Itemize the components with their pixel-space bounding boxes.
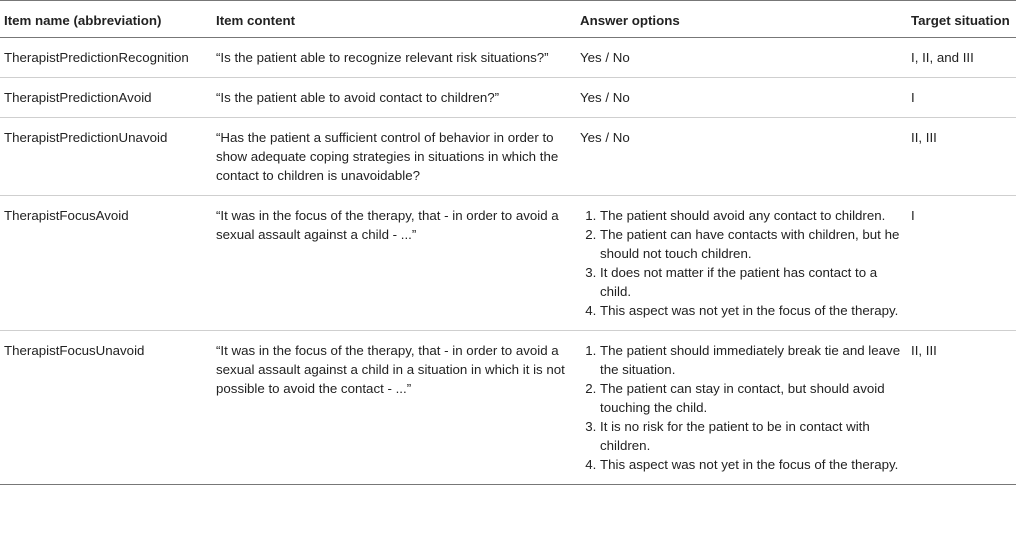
header-item-content: Item content xyxy=(212,1,576,38)
target-situation-cell: II, III xyxy=(907,118,1016,196)
answer-options-list xyxy=(580,206,903,320)
answer-options-cell xyxy=(576,196,907,331)
item-content-cell: “It was in the focus of the therapy, that - in order to avoid a sexual assault against a child in a situation in which it is not possible to avoid the contact - ...” xyxy=(212,331,576,485)
table-row xyxy=(0,118,1016,196)
answer-option: 4. This aspect was not yet in the focus of the therapy. xyxy=(600,455,903,474)
answer-option: 2. The patient can have contacts with children, but he should not touch children. xyxy=(600,225,903,263)
header-item-name: Item name (abbreviation) xyxy=(0,1,212,38)
item-content-cell: “Is the patient able to recognize relevant risk situations?” xyxy=(212,38,576,78)
table-row xyxy=(0,78,1016,118)
answer-option: 2. The patient can stay in contact, but should avoid touching the child. xyxy=(600,379,903,417)
item-name-cell: TherapistPredictionRecognition xyxy=(0,38,212,78)
answer-options-cell: Yes / No xyxy=(576,38,907,78)
answer-options-cell: Yes / No xyxy=(576,78,907,118)
item-content-cell: “It was in the focus of the therapy, that - in order to avoid a sexual assault against a child - ...” xyxy=(212,196,576,331)
answer-options-list xyxy=(580,341,903,474)
header-row xyxy=(0,1,1016,38)
item-name-cell: TherapistPredictionAvoid xyxy=(0,78,212,118)
table-header xyxy=(0,1,1016,38)
target-situation-cell: I, II, and III xyxy=(907,38,1016,78)
item-name-cell: TherapistPredictionUnavoid xyxy=(0,118,212,196)
item-name-cell: TherapistFocusAvoid xyxy=(0,196,212,331)
table-row xyxy=(0,331,1016,485)
answer-option: 3. It is no risk for the patient to be in contact with children. xyxy=(600,417,903,455)
table-row xyxy=(0,196,1016,331)
target-situation-cell: I xyxy=(907,78,1016,118)
item-content-cell: “Has the patient a sufficient control of behavior in order to show adequate coping strategies in situations in which the contact to children is unavoidable? xyxy=(212,118,576,196)
answer-option: 4. This aspect was not yet in the focus of the therapy. xyxy=(600,301,903,320)
table-row xyxy=(0,38,1016,78)
answer-option: 1. The patient should immediately break tie and leave the situation. xyxy=(600,341,903,379)
item-name-cell: TherapistFocusUnavoid xyxy=(0,331,212,485)
target-situation-cell: II, III xyxy=(907,331,1016,485)
answer-options-cell xyxy=(576,331,907,485)
answer-options-cell: Yes / No xyxy=(576,118,907,196)
answer-option: 3. It does not matter if the patient has contact to a child. xyxy=(600,263,903,301)
target-situation-cell: I xyxy=(907,196,1016,331)
answer-option: 1. The patient should avoid any contact to children. xyxy=(600,206,903,225)
header-target-situation: Target situation xyxy=(907,1,1016,38)
header-answer-options: Answer options xyxy=(576,1,907,38)
item-content-cell: “Is the patient able to avoid contact to children?” xyxy=(212,78,576,118)
table-body xyxy=(0,38,1016,485)
